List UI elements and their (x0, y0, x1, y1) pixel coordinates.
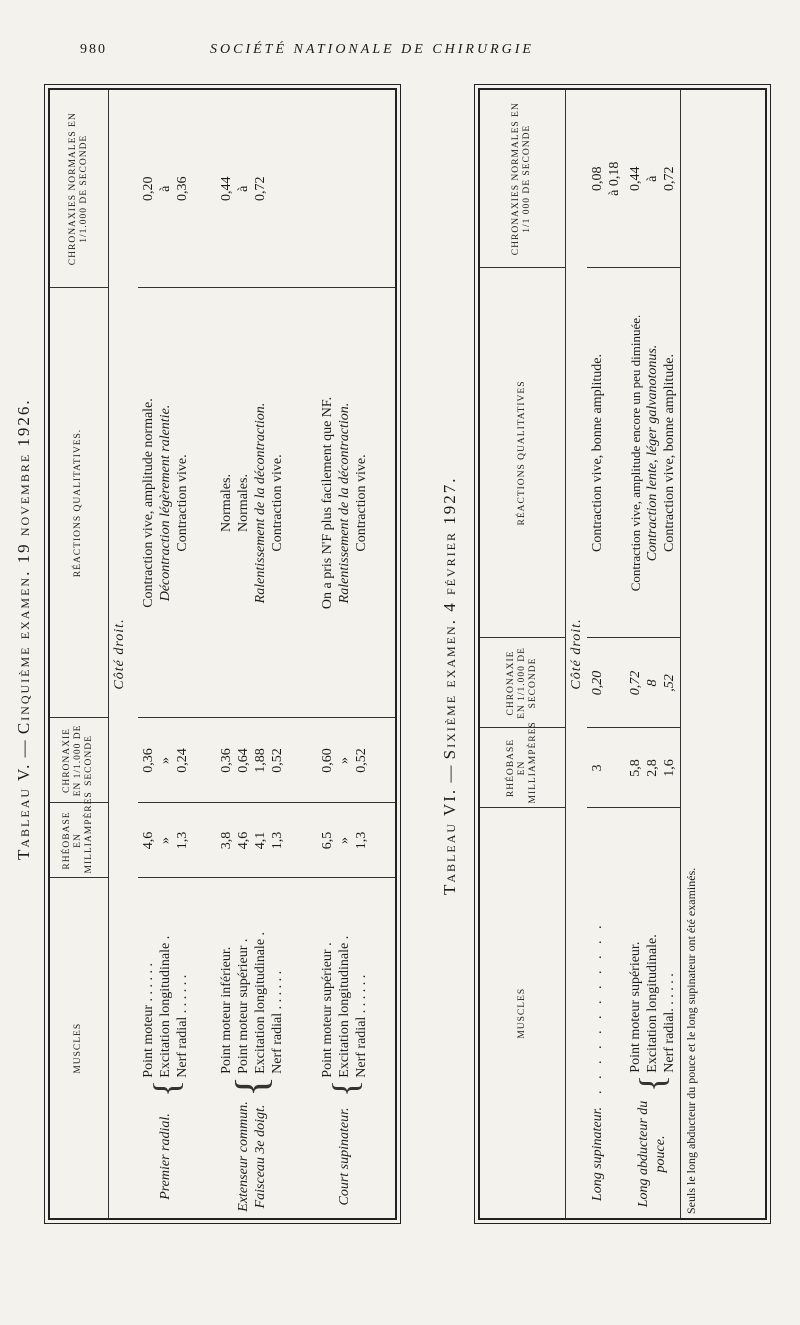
rheobase-value: 4,6 (141, 831, 157, 850)
reaction-text: Contraction vive, bonne amplitude. (587, 268, 625, 638)
normal-value: 0,44 (218, 176, 234, 201)
reaction-text: Contraction vive. (269, 454, 285, 552)
reaction-text: Normales. (235, 474, 251, 532)
col-normales: CHRONAXIES NORMALES EN 1/1.000 DE SECONDE (67, 112, 89, 266)
normal-value: 0,20 (141, 176, 157, 201)
reaction-text: Contraction vive. (175, 454, 191, 552)
rheobase-value: 3 (587, 728, 625, 808)
reaction-text: Contraction vive. (354, 454, 370, 552)
rheobase-value: 4,6 (235, 831, 251, 850)
col-rheobase: RHÉOBASE EN MILLIAMPÈRES (480, 728, 565, 808)
stim-point: Point moteur supérieur. (627, 941, 643, 1073)
reaction-text: Contraction vive, bonne amplitude. (661, 354, 677, 552)
rheobase-value: 2,8 (644, 759, 660, 777)
reaction-text: Contraction lente, léger galvanotonus. (644, 344, 660, 562)
table-row (216, 90, 318, 1218)
brace-icon: { (632, 1074, 672, 1092)
chronaxie-value: 0,52 (269, 748, 285, 773)
rheobase-value: 1,3 (175, 831, 191, 850)
table6 (478, 88, 767, 1220)
chronaxie-value: 0,20 (587, 638, 625, 728)
reaction-text: Décontraction légèrement ralentie. (158, 404, 174, 602)
brace-icon: { (226, 1075, 276, 1097)
stim-point: Nerf radial. . . . . . (661, 973, 677, 1073)
rheobase-value: » (158, 837, 174, 844)
col-reactions: RÉACTIONS QUALITATIVES (480, 268, 565, 638)
rheobase-value: 4,1 (252, 831, 268, 850)
chronaxie-value: » (337, 757, 353, 764)
brace-icon: { (145, 1079, 186, 1097)
reaction-text: Ralentissement de la décontraction. (252, 402, 268, 604)
stim-point: . . . . . . . . . . . . (589, 921, 605, 1094)
chronaxie-value: 0,36 (141, 748, 157, 773)
reaction-text: Contraction vive, amplitude encore un peu diminuée. (627, 314, 643, 592)
stim-point: Point moteur supérieur . (320, 942, 336, 1078)
normal-value: à (235, 185, 251, 192)
normal-value: à (158, 185, 174, 192)
reaction-text: Contraction vive, amplitude normale. (141, 398, 157, 608)
normal-value: 0,36 (175, 176, 191, 201)
stim-point: Excitation longitudinale. (644, 934, 660, 1073)
stim-point: Point moteur . . . . . . (141, 962, 157, 1078)
stim-point: Point moteur supérieur . (235, 938, 251, 1074)
rheobase-value: 1,6 (661, 759, 677, 777)
table-row (625, 90, 681, 1218)
rheobase-value: 1,3 (269, 831, 285, 850)
page-number: 980 (80, 42, 107, 57)
normal-value: 0,72 (252, 176, 268, 201)
col-chronaxie: CHRONAXIE EN 1/1.000 DE SECONDE (480, 638, 565, 728)
normal-value: à (644, 175, 660, 182)
stim-point: Excitation longitudinale . (158, 935, 174, 1078)
table-row (587, 90, 625, 1218)
normal-value: 0,08 (589, 166, 605, 191)
chronaxie-value: 0,64 (235, 748, 251, 773)
rheobase-value: 1,3 (354, 831, 370, 850)
table5-title: Tableau V. — Cinquième examen. 19 novembre 1926. (14, 398, 33, 860)
chronaxie-value: 0,72 (627, 670, 643, 696)
muscle-name: Premier radial. (158, 1113, 174, 1200)
stim-point: Nerf radial . . . . . . (269, 970, 285, 1074)
running-title: SOCIÉTÉ NATIONALE DE CHIRURGIE (210, 42, 534, 57)
rheobase-value: 6,5 (320, 831, 336, 850)
normal-value: à 0,18 (606, 161, 622, 196)
muscle-name: Long abducteur du pouce. (636, 1100, 668, 1208)
stim-point: Point moteur inférieur. (218, 946, 234, 1074)
chronaxie-value: 8 (644, 679, 660, 687)
col-chronaxie: CHRONAXIE EN 1/1.000 DE SECONDE (50, 718, 108, 803)
col-muscles: MUSCLES (50, 878, 108, 1218)
side-label: Côté droit. (568, 618, 584, 690)
brace-icon: { (324, 1079, 365, 1097)
chronaxie-value: 0,60 (320, 748, 336, 773)
chronaxie-value: 0,52 (354, 748, 370, 773)
table-row (317, 90, 395, 1218)
col-rheobase: RHÉOBASE EN MILLIAMPÈRES (50, 803, 108, 878)
rheobase-value: 3,8 (218, 831, 234, 850)
reaction-text: On a pris N'F plus facilement que NF. (320, 396, 336, 610)
normal-value: 0,72 (661, 166, 677, 191)
rheobase-value: » (337, 837, 353, 844)
chronaxie-value: 0,24 (175, 748, 191, 773)
table6-title: Tableau VI. — Sixième examen. 4 février 1927. (440, 476, 459, 895)
table5 (48, 88, 397, 1220)
col-normales: CHRONAXIES NORMALES EN 1/1 000 DE SECONDE (511, 102, 533, 256)
col-muscles: MUSCLES (480, 808, 565, 1218)
col-reactions: RÉACTIONS QUALITATIVES. (50, 288, 108, 718)
stim-point: Nerf radial . . . . . . (175, 974, 191, 1078)
reaction-text: Ralentissement de la décontraction. (337, 402, 353, 604)
chronaxie-value: 0,36 (218, 748, 234, 773)
stim-point: Excitation longitudinale . (337, 935, 353, 1078)
muscle-name: Extenseur commun. Faisceau 3e doigt. (235, 1101, 268, 1212)
stim-point: Nerf radial . . . . . . (354, 974, 370, 1078)
rheobase-value: 5,8 (627, 759, 643, 777)
muscle-name: Court supinateur. (337, 1107, 353, 1206)
table-row (138, 90, 216, 1218)
chronaxie-value: » (158, 757, 174, 764)
stim-point: Excitation longitudinale . (252, 931, 268, 1074)
chronaxie-value: ,52 (661, 674, 677, 692)
footnote: Seuls le long abducteur du pouce et le long supinateur ont été examinés. (680, 90, 702, 1218)
side-label: Côté droit. (111, 618, 127, 690)
normal-value: 0,44 (627, 166, 643, 191)
chronaxie-value: 1,88 (252, 748, 268, 773)
reaction-text: Normales. (218, 474, 234, 532)
muscle-name: Long supinateur. (589, 1106, 605, 1202)
